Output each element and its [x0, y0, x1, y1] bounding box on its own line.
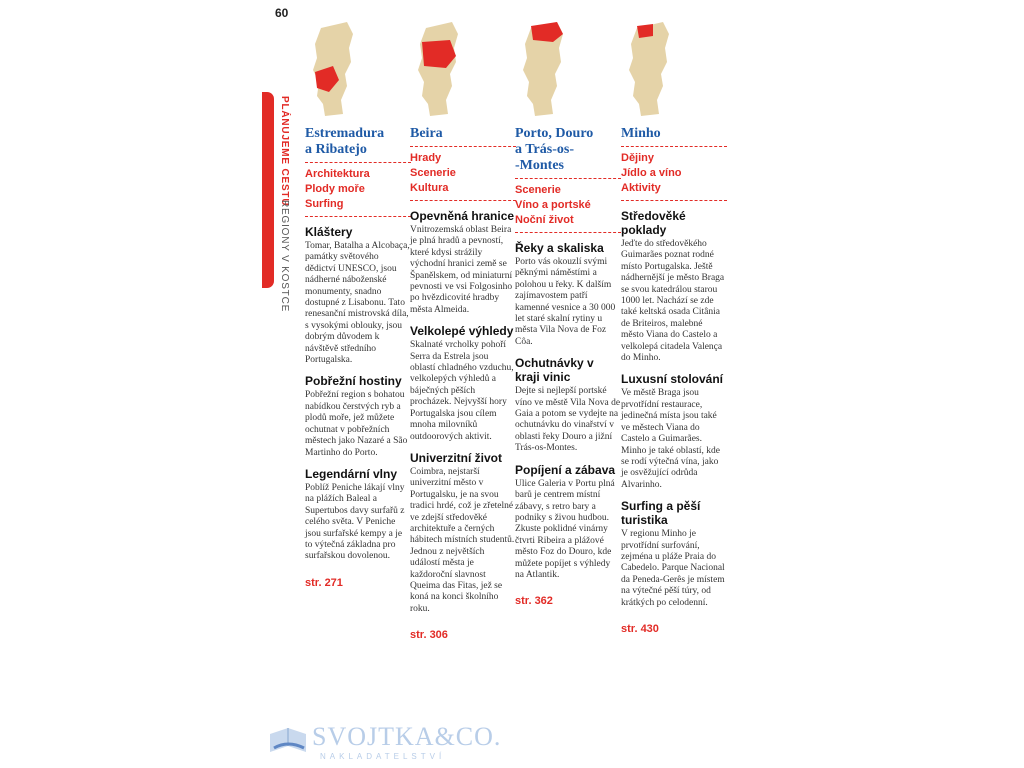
divider	[515, 232, 621, 233]
section-heading: Legendární vlny	[305, 466, 398, 481]
section-tab	[262, 92, 274, 288]
portugal-map-icon	[299, 18, 363, 122]
divider	[515, 178, 621, 179]
publisher-watermark	[268, 720, 502, 764]
region-title: Minho	[621, 126, 661, 141]
section-heading: Pobřežní hostiny	[305, 374, 402, 389]
divider	[305, 162, 411, 163]
highlight-item: Hrady	[410, 152, 442, 164]
side-label	[279, 96, 293, 326]
watermark-sub: NAKLADATELSTVÍ	[320, 752, 446, 761]
portugal-map-icon	[404, 18, 468, 122]
highlight-item: Architektura	[305, 168, 370, 180]
page-reference-link[interactable]: str. 306	[410, 629, 448, 642]
section-heading: Velkolepé výhledy	[410, 324, 514, 339]
book-logo-icon	[268, 724, 308, 756]
divider	[621, 146, 727, 147]
portugal-map-icon	[509, 18, 573, 122]
highlight-item: Scenerie	[410, 167, 456, 179]
section-heading: Univerzitní život	[410, 450, 503, 465]
section-text: Dejte si nejlepší portské víno ve městě Vila Nova de Gaia a potom se vydejte na ochutnávku do vinařství v oblasti řeky Douro a jižní Trás-os-Montes.	[515, 386, 621, 454]
page-number: 60	[275, 6, 289, 20]
page-reference-link[interactable]: str. 430	[621, 622, 659, 635]
section-heading: Řeky a skaliska	[515, 241, 604, 255]
section-text: Porto vás okouzlí svými pěknými náměstími a polohou u řeky. K dalším zajímavostem patří kamenné vesnice a 30 000 let staré skalní rytiny u města Vila Nova de Foz Côa.	[515, 257, 616, 347]
section-heading: Kláštery	[305, 225, 353, 239]
page-reference-link[interactable]: str. 271	[305, 576, 343, 589]
section-text: Jeďte do středověkého Guimarães poznat rodné místo Portugalska. Ještě nádhernější je město Braga se svou katedrálou starou 1000 let. Nachází se zde také keltská osada Citânia de Briteiros, malebné město Viana do Castelo a velkolepá citadela Valença do Minho.	[621, 239, 725, 364]
divider	[305, 216, 411, 217]
portugal-map-icon	[615, 18, 679, 122]
highlight-item: Scenerie	[515, 184, 561, 196]
highlight-item: Plody moře	[305, 183, 365, 195]
divider	[410, 200, 516, 201]
region-column	[515, 18, 621, 607]
section-text: V regionu Minho je prvotřídní surfování, zejména u pláže Praia do Cabedelo. Parque Nacional da Peneda-Gerês je místem na výtečné pěší túry, od krátkých po celodenní.	[621, 529, 725, 608]
section-text: Poblíž Peniche lákají vlny na plážích Baleal a Supertubos davy surfařů z celého světa. V Peniche jsou surfařské kempy a je to výtečná základna pro surfařskou dovolenou.	[305, 482, 405, 562]
section-text: Coimbra, nejstarší univerzitní město v Portugalsku, je na svou tradici hrdé, což je zřetelné ve zdejší středověké architektuře a černých hábitech místních studentů. Jednou z největších událostí města je každoroční slavnost Queima das Fitas, jež se koná na konci školního roku.	[410, 466, 515, 614]
section-heading: Popíjení a zábava	[515, 462, 616, 477]
section-heading: Opevněná hranice	[410, 209, 515, 223]
section-text: Vnitrozemská oblast Beira je plná hradů a pevností, které kdysi strážily východní hranici země se Španělskem, od miniaturní pevnosti ve vsi Folgosinho po hvězdicovité hradby města Almeida.	[410, 225, 513, 315]
section-heading: Luxusní stolování	[621, 372, 724, 387]
highlight-item: Víno a portské	[515, 199, 591, 211]
region-title: Estremadura a Ribatejo	[305, 126, 385, 157]
section-text: Tomar, Batalha a Alcobaça, památky světového dědictví UNESCO, jsou nádherné náboženské monumenty, snadno dostupné z Lisabonu. Tato renesanční mistrovská díla, s vysokými oblouky, jsou dobrým důvodem k návštěvě středního Portugalska.	[305, 241, 410, 366]
divider	[621, 200, 727, 201]
highlight-item: Jídlo a víno	[621, 167, 682, 179]
highlight-item: Dějiny	[621, 152, 655, 164]
side-label-bold: PLÁNUJEME CESTU	[279, 96, 290, 207]
region-column	[621, 18, 727, 635]
region-column	[410, 18, 516, 641]
section-text: Skalnaté vrcholky pohoří Serra da Estrela jsou oblastí chladného vzduchu, velkolepých výhledů a báječných pěších procházek. Nejvyšší hory Portugalska jsou cílem mnoha milovníků outdoorových aktivit.	[410, 340, 514, 442]
divider	[410, 146, 516, 147]
page-reference-link[interactable]: str. 362	[515, 595, 553, 608]
highlight-item: Kultura	[410, 182, 449, 194]
highlight-item: Surfing	[305, 198, 344, 210]
section-heading: Středověké poklady	[621, 209, 686, 237]
region-column	[305, 18, 411, 589]
section-text: Ve městě Braga jsou prvotřídní restaurace, jedinečná místa jsou také ve městech Viana do Castelo a Guimarães. Minho je také oblastí, kde se rodí výtečná vína, jako je osvěžující odrůda Alvarinho.	[621, 388, 720, 490]
region-title: Porto, Douro a Trás-os- -Montes	[515, 126, 594, 173]
section-text: Ulice Galeria v Portu plná barů je centrem místní zábavy, s retro bary a podniky s živou hudbou. Zkuste poklidné vinárny čtvrti Ribeira a plážové město Foz do Douro, kde můžete popíjet s výhledy na Atlantik.	[515, 478, 615, 580]
highlight-item: Aktivity	[621, 182, 661, 194]
section-text: Pobřežní region s bohatou nabídkou čerstvých ryb a plodů moře, jež můžete ochutnat v pobřežních městech jako Nazaré a São Martinho do Porto.	[305, 390, 408, 458]
region-title: Beira	[410, 126, 443, 141]
watermark-name: SVOJTKA&CO.	[312, 722, 502, 751]
section-heading: Ochutnávky v kraji vinic	[515, 356, 594, 385]
side-label-light: REGIONY V KOSTCE	[279, 200, 290, 313]
highlight-item: Noční život	[515, 214, 574, 226]
section-heading: Surfing a pěší turistika	[621, 499, 701, 528]
